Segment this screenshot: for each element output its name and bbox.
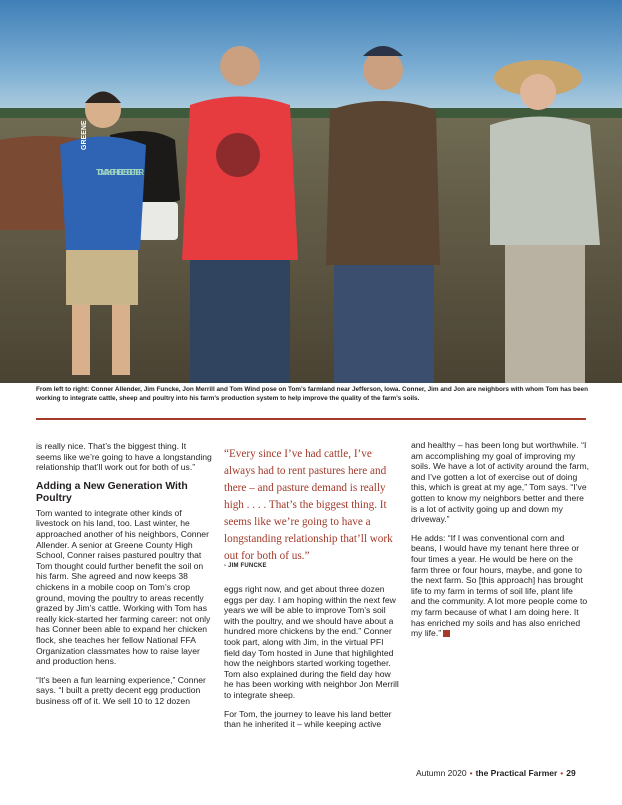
page-footer [416, 768, 576, 778]
pull-quote: “Every since I’ve had cattle, I’ve always had to rent pastures here and there – and pasture demand is really high . . . . That’s the biggest thing. It seems like we’re going to have a longstanding relationship that’ll work out for both of us.” [224, 448, 393, 562]
end-mark-icon [443, 630, 450, 637]
bullet-separator: • [560, 768, 564, 778]
paragraph-text: He adds: “If I was conventional corn and beans, I would have my tenant here three or four times a year. He would be here on the farm three or four hours, maybe, and gone to the next farm. So [this approach] has brought life to my farm in terms of soil life, plant life and the community. A lot more people come to my farm because of what I am doing here. It has enriched my soils and has also enriched my life.” [411, 532, 588, 639]
section-subhead: Adding a New Generation With Poultry [36, 480, 188, 505]
paragraph: and healthy – has been long but worthwhile. “I am accomplishing my goal of improving my soils. We have a lot of activity around the farm, and I’ve gotten a lot of exercise out of doing this, which is great at my age,” Tom says. “I’ve gotten to know my neighbors better and there is a lot of activity going up and down my driveway.” [411, 440, 590, 525]
paragraph [411, 533, 589, 639]
photo-caption: From left to right: Conner Allender, Jim Funcke, Jon Merrill and Tom Wind pose on Tom’s farmland near Jefferson, Iowa. Conner, Jim and Jon are neighbors with whom Tom has been working to integrate cattle, sheep and poultry into his farm’s production system to help improve the quality of the farm’s soils. [36, 386, 588, 402]
paragraph: eggs right now, and get about three dozen eggs per day. I am hoping within the next few years we will be able to improve Tom’s soil with the poultry, and we should have about a hundred more chickens by the end.” Conner took part, along with Jim, in the virtual PFI field day Tom hosted in June that highlighted how the neighbors started working together. Tom also explained during the field day how he has been working with neighbor Jon Merrill to integrate sheep. [224, 584, 399, 700]
paragraph: is really nice. That’s the biggest thing. It seems like we’re going to have a longstanding relationship that’ll work out for both of us.” [36, 441, 212, 473]
paragraph: “It’s been a fun learning experience,” Conner says. “I built a pretty decent egg production business off of it. We sell 10 to 12 dozen [36, 674, 206, 706]
divider-rule [36, 418, 586, 420]
shirt-text-2: TO MAKE THE BEST BETTER [96, 168, 145, 177]
pull-quote-attribution: - JIM FUNCKE [224, 563, 267, 569]
shirt-text-1: GREENE [81, 120, 88, 150]
page-number: 29 [566, 768, 576, 778]
column-1 [36, 441, 212, 714]
issue-label: Autumn 2020 [416, 768, 467, 778]
feature-photo [0, 0, 622, 383]
bullet-separator: • [469, 768, 473, 778]
paragraph: Tom wanted to integrate other kinds of livestock on his land, too. Last winter, he approached another of his neighbors, Conner Allender. A senior at Greene County High School, Conner raises pastured poultry that Tom thought could further benefit the soil on his farm. She agreed and now keeps 38 chickens in a mobile coop on Tom’s crop ground, moving the poultry to areas recently grazed by Jim’s cattle. Working with Tom has really kick-started her farming career: not only has Conner been able to expand her chicken flock, she teaches her fellow National FFA Organization classmates how to raise layer and production hens. [36, 507, 211, 667]
paragraph: For Tom, the journey to leave his land better than he inherited it – while keeping active [224, 708, 392, 730]
magazine-name: the Practical Farmer [475, 768, 558, 778]
column-3 [411, 440, 589, 647]
